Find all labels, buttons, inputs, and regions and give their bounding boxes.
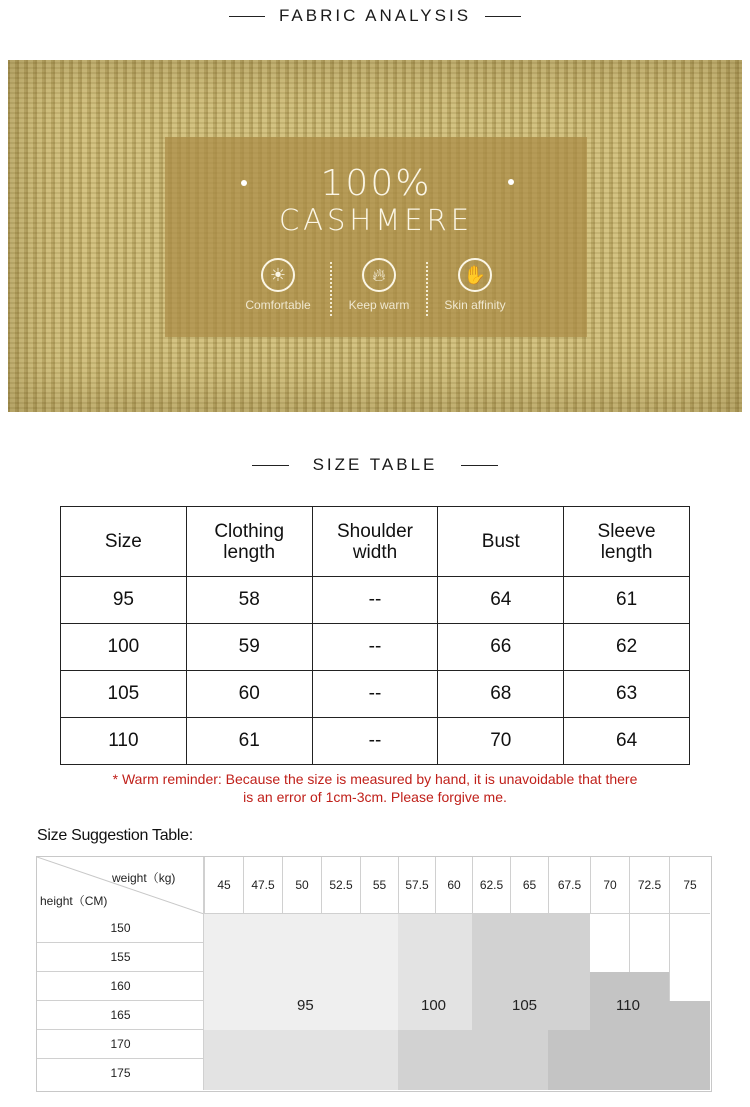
cell-clothing-length: 58 xyxy=(186,577,312,624)
grid-line xyxy=(629,914,630,972)
table-row xyxy=(61,577,690,624)
header-shoulder-width: Shoulder width xyxy=(312,507,438,577)
zone-label-105: 105 xyxy=(512,997,538,1014)
height-row-label: 155 xyxy=(37,943,204,972)
height-row-label: 175 xyxy=(110,1066,131,1080)
heading-rule-right xyxy=(461,465,498,466)
size-table xyxy=(60,506,690,765)
header-clothing-length: Clothing length xyxy=(186,507,312,577)
weight-header: 47.5 xyxy=(243,857,282,914)
header-sleeve-length: Sleeve length xyxy=(564,507,690,577)
weight-header: 75 xyxy=(669,857,710,914)
hands-icon: ✋ xyxy=(458,258,492,292)
feature-keep-warm xyxy=(332,258,426,312)
height-axis-label: height（CM) xyxy=(40,894,108,908)
weight-header: 45 xyxy=(204,857,243,914)
size-suggestion-title: Size Suggestion Table: xyxy=(37,827,193,844)
feature-label: Comfortable xyxy=(245,298,311,312)
cell-bust: 70 xyxy=(438,718,564,765)
weight-header: 52.5 xyxy=(321,857,360,914)
cell-bust: 68 xyxy=(438,671,564,718)
warm-reminder-line-1: * Warm reminder: Because the size is measured by hand, it is unavoidable that there xyxy=(112,771,638,787)
cell-size: 95 xyxy=(61,577,187,624)
cell-sleeve-length: 62 xyxy=(564,624,690,671)
cell-sleeve-length: 63 xyxy=(564,671,690,718)
feature-label: Keep warm xyxy=(348,298,410,312)
cell-shoulder-width: -- xyxy=(312,671,438,718)
cell-shoulder-width: -- xyxy=(312,718,438,765)
zone-110-right-fill xyxy=(670,1001,710,1090)
cell-bust: 64 xyxy=(438,577,564,624)
cell-sleeve-length: 61 xyxy=(564,577,690,624)
heading-rule-right xyxy=(485,16,521,17)
header-size: Size xyxy=(61,507,187,577)
zone-110-fill xyxy=(590,972,670,1090)
cell-size: 105 xyxy=(61,671,187,718)
height-row-label: 170 xyxy=(37,1030,204,1059)
feature-comfortable xyxy=(231,258,325,312)
table-row xyxy=(61,624,690,671)
warm-reminder-line-2: is an error of 1cm-3cm. Please forgive me. xyxy=(243,789,507,805)
zone-label-110: 110 xyxy=(616,997,640,1014)
cell-clothing-length: 60 xyxy=(186,671,312,718)
cell-shoulder-width: -- xyxy=(312,624,438,671)
grid-line xyxy=(669,914,670,1001)
cell-shoulder-width: -- xyxy=(312,577,438,624)
size-table-title: SIZE TABLE xyxy=(312,455,438,474)
feature-label: Skin affinity xyxy=(444,298,506,312)
flame-icon: 🔥︎ xyxy=(362,258,396,292)
fabric-material: CASHMERE xyxy=(278,203,474,237)
grid-line xyxy=(203,857,204,1090)
zone-label-95: 95 xyxy=(297,997,314,1014)
weight-header: 65 xyxy=(510,857,548,914)
fabric-analysis-heading xyxy=(0,6,750,26)
cell-size: 110 xyxy=(61,718,187,765)
table-row xyxy=(61,718,690,765)
feature-skin-affinity xyxy=(428,258,522,312)
cell-clothing-length: 59 xyxy=(186,624,312,671)
fabric-percent: 100% xyxy=(320,163,432,204)
zone-95-lower-fill xyxy=(204,1030,398,1090)
weight-header: 62.5 xyxy=(472,857,510,914)
table-row xyxy=(61,671,690,718)
fabric-analysis-title: FABRIC ANALYSIS xyxy=(278,6,472,25)
cell-size: 100 xyxy=(61,624,187,671)
size-suggestion-table xyxy=(36,856,712,1092)
weight-header: 67.5 xyxy=(548,857,590,914)
height-row-label: 160 xyxy=(37,972,204,1001)
sun-icon: ☀ xyxy=(261,258,295,292)
cell-clothing-length: 61 xyxy=(186,718,312,765)
size-table-heading xyxy=(0,455,750,475)
weight-header: 70 xyxy=(590,857,629,914)
size-table-header-row xyxy=(61,507,690,577)
heading-rule-left xyxy=(229,16,265,17)
cell-sleeve-length: 64 xyxy=(564,718,690,765)
zone-105-lower-fill xyxy=(548,1030,590,1090)
heading-rule-left xyxy=(252,465,289,466)
weight-header: 57.5 xyxy=(398,857,435,914)
weight-header: 60 xyxy=(435,857,472,914)
weight-axis-label: weight（kg) xyxy=(112,871,176,885)
height-row-label: 165 xyxy=(37,1001,204,1030)
header-bust: Bust xyxy=(438,507,564,577)
height-row-label: 150 xyxy=(37,914,204,943)
cell-bust: 66 xyxy=(438,624,564,671)
weight-header: 72.5 xyxy=(629,857,669,914)
zone-label-100: 100 xyxy=(421,997,447,1014)
weight-header: 50 xyxy=(282,857,321,914)
weight-header: 55 xyxy=(360,857,398,914)
warm-reminder xyxy=(0,770,750,806)
